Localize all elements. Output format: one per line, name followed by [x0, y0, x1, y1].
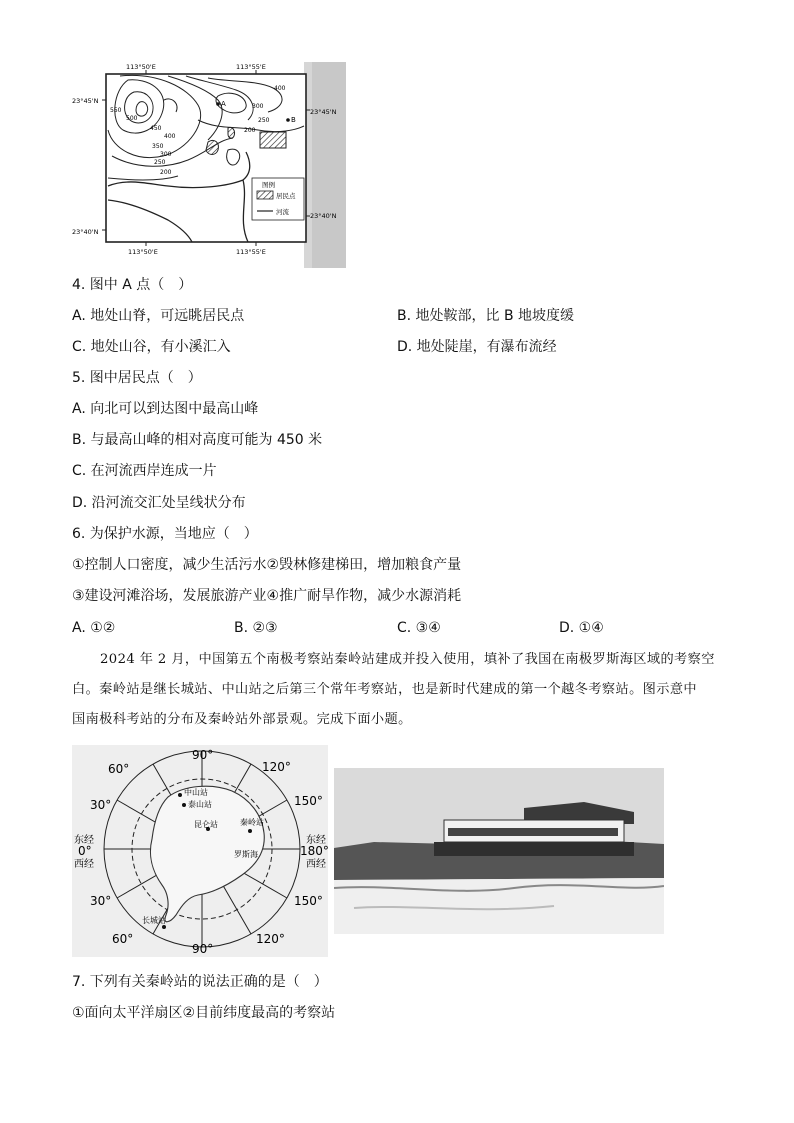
contour-label: 500 [126, 115, 138, 122]
contour-label: 400 [274, 85, 286, 92]
east-left: 东经 [74, 835, 94, 846]
lon-bottom-left: 113°50'E [128, 248, 158, 256]
deg-30-l: 30° [90, 798, 112, 812]
contour-label: 200 [244, 127, 256, 134]
deg-150-br: 150° [294, 894, 323, 908]
legend-settlement: 居民点 [276, 192, 296, 200]
contour-label: 300 [252, 103, 264, 110]
kunlun-station-label: 昆仑站 [194, 820, 218, 829]
contour-label: 450 [150, 125, 162, 132]
point-a-label: A [221, 100, 226, 108]
q5-option-a[interactable]: A. 向北可以到达图中最高山峰 [72, 401, 259, 417]
q4-option-c[interactable]: C. 地处山谷，有小溪汇入 [72, 339, 231, 355]
q4-stem: 4. 图中 A 点（ ） [72, 277, 193, 293]
deg-90-bottom: 90° [192, 942, 214, 956]
q5-option-c[interactable]: C. 在河流西岸连成一片 [72, 463, 217, 479]
zero-degree: 0° [78, 844, 92, 858]
contour-label: 400 [164, 133, 176, 140]
q6-statement-line2: ③建设河滩浴场，发展旅游产业④推广耐旱作物，减少水源消耗 [72, 588, 462, 604]
q7-statement-line1: ①面向太平洋扇区②目前纬度最高的考察站 [72, 1005, 336, 1021]
zhongshan-station-label: 中山站 [184, 788, 208, 797]
antarctica-station-map [72, 745, 328, 957]
contour-label: 300 [160, 151, 172, 158]
q6-option-c[interactable]: C. ③④ [397, 620, 441, 636]
deg-120-tr: 120° [262, 760, 291, 774]
deg-180: 180° [300, 844, 328, 858]
point-b-label: B [291, 116, 296, 124]
east-right: 东经 [306, 835, 326, 846]
contour-label: 250 [258, 117, 270, 124]
q6-option-d[interactable]: D. ①④ [559, 620, 604, 636]
lat-top-right: 23°45'N [310, 108, 337, 116]
q4-option-d[interactable]: D. 地处陡崖，有瀑布流经 [397, 339, 557, 355]
contour-label: 550 [110, 107, 122, 114]
ross-sea-label: 罗斯海 [234, 850, 258, 859]
contour-label: 200 [160, 169, 172, 176]
contour-label: 350 [152, 143, 164, 150]
deg-30-bl: 30° [90, 894, 112, 908]
taishan-station-label: 泰山站 [188, 800, 212, 809]
passage-line-2: 白。秦岭站是继长城站、中山站之后第三个常年考察站，也是新时代建成的第一个越冬考察站。图示意中 [72, 682, 698, 697]
passage-line-1: 2024 年 2 月，中国第五个南极考察站秦岭站建成并投入使用，填补了我国在南极罗斯海区域的考察空 [100, 652, 715, 667]
qinling-station-photo [334, 768, 664, 934]
lon-top-right: 113°55'E [236, 63, 266, 71]
q6-option-a[interactable]: A. ①② [72, 620, 116, 636]
lon-top-left: 113°50'E [126, 63, 156, 71]
qinling-station-label: 秦岭站 [240, 818, 264, 827]
legend-river: 河流 [276, 208, 289, 216]
lat-bottom-right: 23°40'N [310, 212, 337, 220]
q6-option-b[interactable]: B. ②③ [234, 620, 278, 636]
lat-bottom-left: 23°40'N [72, 228, 99, 236]
passage-line-3: 国南极科考站的分布及秦岭站外部景观。完成下面小题。 [72, 712, 412, 727]
q5-stem: 5. 图中居民点（ ） [72, 370, 202, 386]
q4-option-b[interactable]: B. 地处鞍部，比 B 地坡度缓 [397, 308, 575, 324]
changcheng-station-label: 长城站 [142, 916, 166, 925]
q7-stem: 7. 下列有关秦岭站的说法正确的是（ ） [72, 974, 328, 990]
q6-stem: 6. 为保护水源，当地应（ ） [72, 526, 258, 542]
deg-150-r: 150° [294, 794, 323, 808]
deg-120-br: 120° [256, 932, 285, 946]
q4-option-a[interactable]: A. 地处山脊，可远眺居民点 [72, 308, 245, 324]
topographic-map [68, 60, 348, 270]
deg-60-tl: 60° [108, 762, 130, 776]
legend-title: 图例 [262, 181, 275, 189]
west-left: 西经 [74, 859, 94, 870]
q6-statement-line1: ①控制人口密度，减少生活污水②毁林修建梯田，增加粮食产量 [72, 557, 462, 573]
west-right: 西经 [306, 859, 326, 870]
deg-90-top: 90° [192, 748, 214, 762]
lat-top-left: 23°45'N [72, 97, 99, 105]
deg-60-bl: 60° [112, 932, 134, 946]
lon-bottom-right: 113°55'E [236, 248, 266, 256]
q5-option-d[interactable]: D. 沿河流交汇处呈线状分布 [72, 495, 246, 511]
q5-option-b[interactable]: B. 与最高山峰的相对高度可能为 450 米 [72, 432, 323, 448]
contour-label: 250 [154, 159, 166, 166]
